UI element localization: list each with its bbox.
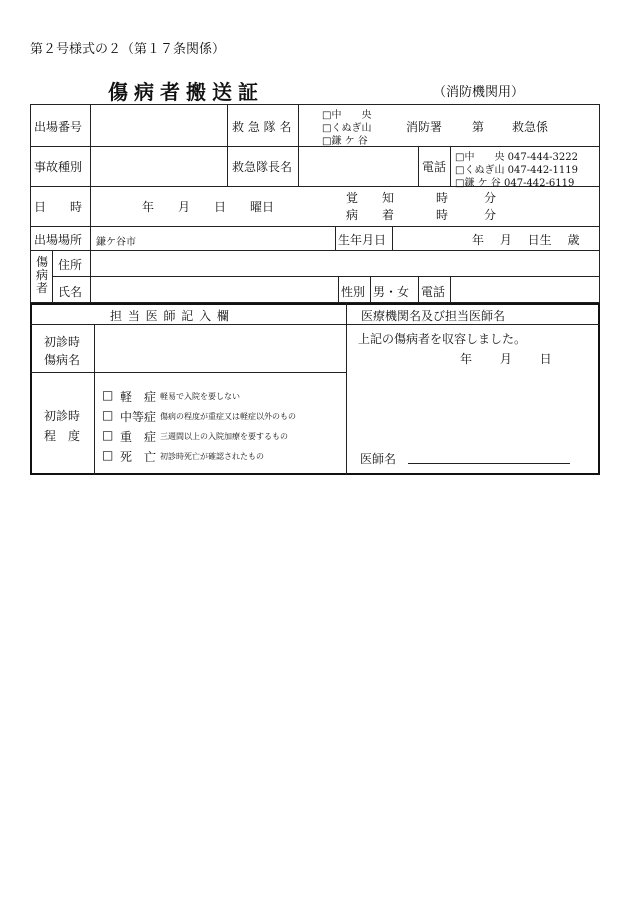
station-chuo[interactable]: □中 央 (322, 110, 372, 121)
ambulance-team-label: 救 急 隊 名 (232, 120, 292, 134)
dispatch-location-label: 出場場所 (34, 233, 83, 247)
kakuchi-minute: 分 (484, 191, 497, 205)
severity-moderate-label: 中等症 (120, 410, 157, 424)
severity-severe-checkbox[interactable]: □ (102, 428, 114, 442)
hospital-section-header: 医療機関名及び担当医師名 (361, 309, 506, 323)
severity-moderate-desc: 傷病の程度が重症又は軽症以外のもの (160, 412, 296, 421)
phone-chuo: □中 央 047-444-3222 (455, 152, 579, 163)
doctor-name-signature-line[interactable] (408, 463, 570, 464)
datetime-label: 日 時 (34, 200, 83, 214)
kakuchi-label: 覚 知 (346, 191, 395, 205)
severity-mild-checkbox[interactable]: □ (102, 388, 114, 402)
severity-moderate-checkbox[interactable]: □ (102, 408, 114, 422)
patient-phone-label: 電話 (421, 285, 446, 299)
dispatch-location-value[interactable]: 鎌ケ谷市 (96, 237, 136, 248)
byochaku-label: 病 着 (346, 208, 395, 222)
severity-label-line2: 程 度 (44, 429, 81, 443)
phone-label: 電話 (422, 160, 447, 174)
station-kamagaya[interactable]: □鎌 ケ 谷 (322, 136, 368, 147)
form-title: 傷病者搬送証 (108, 80, 264, 104)
dispatch-number-label: 出場番号 (34, 120, 83, 134)
phone-kamagaya: □鎌 ケ 谷 047-442-6119 (455, 178, 575, 189)
doctor-entry-table (30, 303, 600, 475)
team-chief-label: 救急隊長名 (232, 160, 293, 174)
accident-type-label: 事故種別 (34, 160, 83, 174)
sex-value[interactable]: 男・女 (373, 285, 410, 299)
form-number: 第２号様式の２（第１７条関係） (30, 42, 226, 57)
severity-severe-label: 重 症 (120, 430, 157, 444)
severity-mild-label: 軽 症 (120, 390, 157, 404)
diagnosis-label-line2: 傷病名 (44, 353, 81, 367)
kakuchi-hour: 時 (436, 191, 449, 205)
severity-death-label: 死 亡 (120, 450, 157, 464)
station-kunugiyama[interactable]: □くぬぎ山 (322, 123, 372, 134)
address-label: 住所 (58, 258, 83, 272)
received-statement: 上記の傷病者を収容しました。 (358, 332, 527, 346)
byochaku-hour: 時 (436, 208, 449, 222)
birthdate-value: 年 月 日生 歳 (472, 233, 580, 247)
form-subtitle: （消防機関用） (433, 85, 525, 100)
severity-death-checkbox[interactable]: □ (102, 448, 114, 462)
doctor-name-label: 医師名 (360, 452, 397, 466)
byochaku-minute: 分 (484, 208, 497, 222)
doctor-section-header: 担 当 医 師 記 入 欄 (110, 309, 230, 323)
name-label: 氏名 (58, 285, 83, 299)
birthdate-label: 生年月日 (338, 233, 387, 247)
severity-mild-desc: 軽易で入院を要しない (160, 392, 240, 401)
received-date: 年 月 日 (460, 352, 552, 366)
emergency-unit-label: 救急係 (512, 120, 549, 134)
severity-severe-desc: 三週間以上の入院加療を要するもの (160, 432, 288, 441)
sex-label: 性別 (341, 285, 366, 299)
severity-label-line1: 初診時 (44, 409, 81, 423)
fire-office-label: 消防署 (406, 120, 443, 134)
dai-label: 第 (472, 120, 485, 134)
severity-death-desc: 初診時死亡が確認されたもの (160, 452, 264, 461)
patient-group-label: 傷病者 (35, 255, 48, 295)
phone-kunugiyama: □くぬぎ山 047-442-1119 (455, 165, 579, 176)
diagnosis-label-line1: 初診時 (44, 335, 81, 349)
date-value: 年 月 日 曜日 (142, 200, 275, 214)
